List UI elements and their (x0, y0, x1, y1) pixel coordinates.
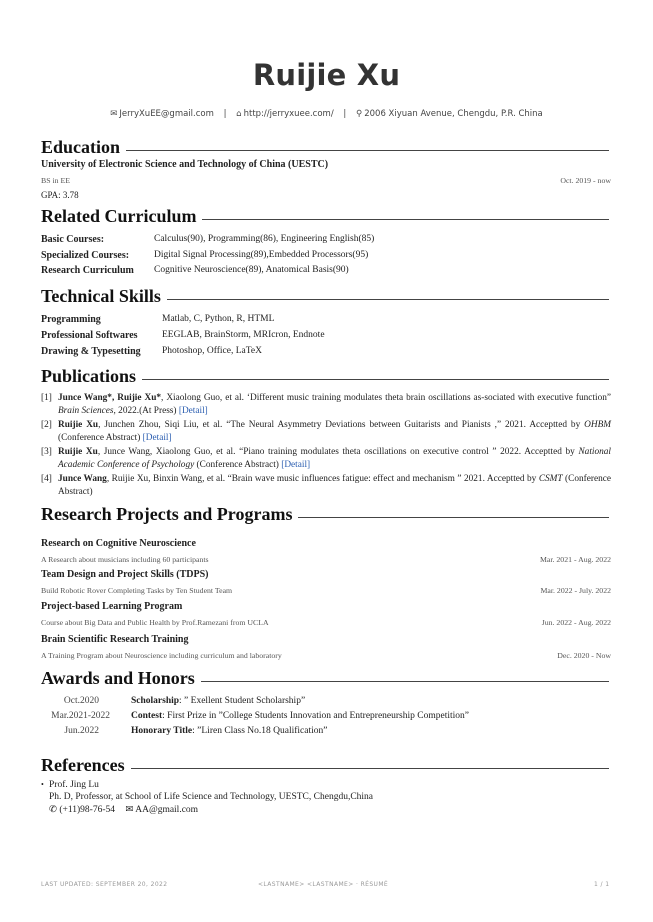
candidate-name: Ruijie Xu (252, 58, 401, 92)
award-value: : ”Liren Class No.18 Qualification” (192, 726, 328, 736)
award-text (131, 696, 305, 706)
project-desc: Course about Big Data and Public Health by Prof.Ramezani from UCLA (41, 618, 269, 627)
curriculum-label: Research Curriculum (41, 265, 134, 276)
envelope-icon: ✉ (125, 805, 134, 815)
publication-venue: OHBM (584, 420, 612, 430)
skill-row (41, 346, 611, 360)
award-label: Contest (131, 711, 163, 721)
education-degree: BS in EE (41, 176, 71, 185)
education-school: University of Electronic Science and Technology of China (UESTC) (41, 159, 329, 170)
contact-website[interactable]: http://jerryxuee.com/ (243, 109, 334, 119)
publication-venue: CSMT (538, 474, 563, 484)
section-references (41, 755, 609, 776)
project-name: Team Design and Project Skills (TDPS) (41, 569, 209, 580)
section-rule (202, 219, 609, 220)
publication-authors: Junce Wang*, Ruijie Xu* (58, 393, 162, 403)
publication-authors: Junce Wang (58, 474, 107, 484)
publication-text: , Junchen Zhou, Siqi Liu, et al. “The Neural Asymmetry Deviations between Guitarists and Pianists ,” 2021. Acceptted by (98, 420, 585, 430)
curriculum-row (41, 234, 611, 248)
section-education (41, 137, 609, 158)
project-desc: Build Robotic Rover Completing Tasks by Ten Student Team (41, 586, 233, 595)
home-icon: ⌂ (236, 109, 242, 119)
section-title: Research Projects and Programs (41, 504, 293, 524)
award-text (131, 726, 327, 736)
section-publications (41, 366, 609, 387)
section-title: Technical Skills (41, 286, 161, 306)
education-dates: Oct. 2019 - now (560, 176, 611, 185)
curriculum-row (41, 250, 611, 264)
publication-number: [4] (41, 474, 52, 484)
footer-updated: LAST UPDATED: SEPTEMBER 20, 2022 (41, 881, 168, 888)
skill-label: Drawing & Typesetting (41, 346, 141, 357)
publication-text: , Xiaolong Guo, et al. ‘Different music training modulates theta brain oscillations as-sociated with executive function” (161, 393, 612, 403)
contact-address: 2006 Xiyuan Avenue, Chengdu, P.R. China (364, 109, 543, 119)
publication-text: , Junce Wang, Xiaolong Guo, et al. “Piano training modulates theta oscillations on executive control ” 2022. Acceptted by (97, 447, 579, 457)
project-desc-row (41, 618, 611, 628)
publication-authors: Ruijie Xu (58, 420, 99, 430)
publication-number: [3] (41, 447, 52, 457)
publication-tail: (Conference Abstract) (194, 459, 282, 470)
reference-email[interactable]: AA@gmail.com (135, 805, 199, 815)
separator: | (343, 109, 347, 119)
section-awards (41, 668, 609, 689)
publication-venue: National Academic Conference of Psychology (58, 447, 612, 470)
publication-venue: Brain Sciences (58, 405, 114, 416)
skill-value: EEGLAB, BrainStorm, MRIcron, Endnote (162, 330, 325, 340)
publication-item (41, 473, 611, 498)
project-dates: Dec. 2020 - Now (557, 651, 611, 660)
project-desc-row (41, 651, 611, 661)
skill-row (41, 330, 611, 344)
publication-tail: (Conference Abstract) (58, 432, 143, 443)
reference-name: Prof. Jing Lu (49, 780, 99, 790)
section-title: References (41, 755, 125, 775)
publication-detail-link[interactable]: [Detail] (281, 459, 311, 470)
project-name: Research on Cognitive Neuroscience (41, 538, 196, 549)
curriculum-value: Digital Signal Processing(89),Embedded Processors(95) (154, 250, 369, 260)
publication-tail: , 2022.(At Press) (113, 405, 179, 416)
map-marker-icon: ⚲ (355, 109, 363, 119)
envelope-icon: ✉ (110, 109, 118, 119)
award-value: : ” Exellent Student Scholarship” (179, 696, 306, 706)
contact-line (0, 109, 653, 119)
section-title: Related Curriculum (41, 206, 197, 226)
publication-number: [1] (41, 393, 52, 403)
section-curriculum (41, 206, 609, 227)
project-name: Brain Scientific Research Training (41, 634, 189, 645)
project-desc: A Training Program about Neuroscience including curriculum and laboratory (41, 651, 282, 660)
publication-number: [2] (41, 420, 52, 430)
publication-text: , Ruijie Xu, Binxin Wang, et al. “Brain wave music influences fatigue: effect and mechanism ” 2021. Acceptted by (106, 474, 539, 484)
award-text (131, 711, 469, 721)
publication-tail: (Conference Abstract) (58, 474, 611, 497)
education-gpa: GPA: 3.78 (41, 190, 79, 200)
award-value: : First Prize in ”College Students Innovation and Entrepreneurship Competition” (162, 711, 469, 721)
separator: | (223, 109, 227, 119)
contact-email[interactable]: JerryXuEE@gmail.com (119, 109, 214, 119)
curriculum-row (41, 265, 611, 279)
section-projects (41, 504, 609, 525)
section-rule (142, 379, 609, 380)
section-skills (41, 286, 609, 307)
publication-detail-link[interactable]: [Detail] (142, 432, 172, 443)
skill-row (41, 314, 611, 328)
section-rule (298, 517, 609, 518)
award-date: Jun.2022 (64, 726, 99, 736)
publication-item (41, 392, 611, 417)
footer-center: <LASTNAME> <LASTNAME> · RÉSUMÉ (258, 881, 389, 888)
bullet: • (41, 780, 44, 789)
award-date: Oct.2020 (63, 696, 99, 706)
phone-icon: ✆ (49, 805, 57, 815)
section-title: Awards and Honors (41, 668, 195, 688)
footer-page: 1 / 1 (594, 881, 610, 888)
curriculum-label: Specialized Courses: (41, 250, 130, 261)
section-rule (167, 299, 609, 300)
section-title: Education (41, 137, 121, 157)
project-dates: Mar. 2021 - Aug. 2022 (539, 555, 611, 564)
reference-position: Ph. D, Professor, at School of Life Science and Technology, UESTC, Chengdu,China (49, 792, 374, 802)
publication-item (41, 419, 611, 444)
curriculum-value: Calculus(90), Programming(86), Engineering English(85) (154, 234, 375, 244)
award-label: Scholarship (131, 696, 180, 706)
skill-value: Matlab, C, Python, R, HTML (162, 314, 275, 324)
curriculum-value: Cognitive Neuroscience(89), Anatomical Basis(90) (154, 265, 349, 275)
publication-detail-link[interactable]: [Detail] (178, 405, 208, 416)
education-degree-row (41, 176, 611, 186)
section-rule (126, 150, 609, 151)
section-title: Publications (41, 366, 137, 386)
project-desc-row (41, 586, 611, 596)
project-desc-row (41, 555, 611, 565)
reference-phone: (+11)98-76-54 (59, 805, 116, 815)
curriculum-label: Basic Courses: (41, 234, 105, 245)
publication-authors: Ruijie Xu (58, 447, 98, 457)
project-name: Project-based Learning Program (41, 601, 183, 612)
skill-label: Professional Softwares (41, 330, 138, 341)
section-rule (131, 768, 609, 769)
reference-contact (49, 804, 198, 815)
section-rule (201, 681, 609, 682)
skill-label: Programming (41, 314, 101, 325)
award-date: Mar.2021-2022 (51, 711, 110, 721)
award-label: Honorary Title (131, 726, 193, 736)
project-desc: A Research about musicians including 60 participants (41, 555, 209, 564)
project-dates: Jun. 2022 - Aug. 2022 (541, 618, 611, 627)
project-dates: Mar. 2022 - July. 2022 (540, 586, 611, 595)
skill-value: Photoshop, Office, LaTeX (162, 346, 262, 356)
publication-item (41, 446, 611, 471)
